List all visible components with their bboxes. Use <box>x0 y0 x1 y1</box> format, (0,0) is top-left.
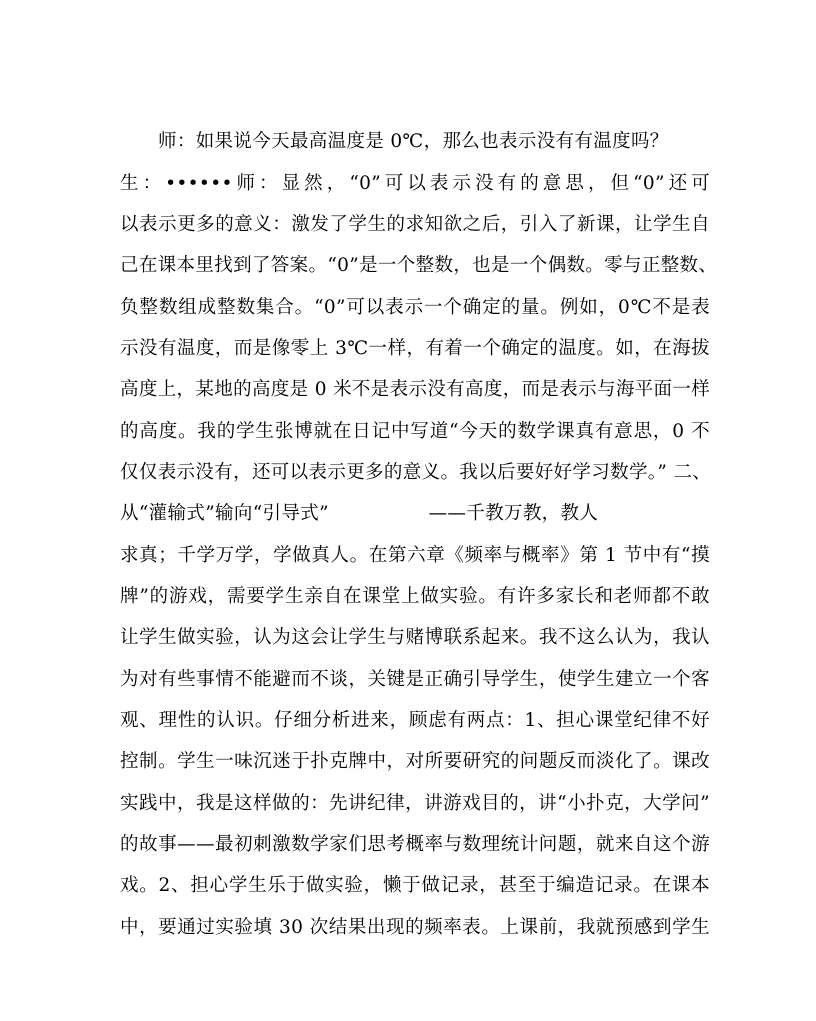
text-line-16: 控制。学生一味沉迷于扑克牌中，对所要研究的问题反而淡化了。课改 <box>120 751 710 772</box>
text-line-19: 戏。2、担心学生乐于做实验，懒于做记录，甚至于编造记录。在课本 <box>120 875 710 896</box>
text-line-5: 负整数组成整数集合。“0”可以表示一个确定的量。例如，0℃不是表 <box>120 297 710 318</box>
text-line-8: 的高度。我的学生张博就在日记中写道“今天的数学课真有意思，0 不 <box>120 421 710 442</box>
text-line-6: 示没有温度，而是像零上 3℃一样，有着一个确定的温度。如，在海拔 <box>120 338 710 359</box>
text-line-11: 求真；千学万学，学做真人。在第六章《频率与概率》第 1 节中有“摸 <box>120 545 710 566</box>
text-line-10: 从“灌输式”输向“引导式” ——千教万教，教人 <box>120 503 599 524</box>
text-line-2: 生：••••••师：显然，“0”可以表示没有的意思，但“0”还可 <box>120 173 710 194</box>
text-line-20: 中，要通过实验填 30 次结果出现的频率表。上课前，我就预感到学生 <box>120 917 710 938</box>
text-line-13: 让学生做实验，认为这会让学生与赌博联系起来。我不这么认为，我认 <box>120 627 710 648</box>
text-line-1: 师：如果说今天最高温度是 0℃，那么也表示没有有温度吗？ <box>158 131 669 152</box>
text-line-7: 高度上，某地的高度是 0 米不是表示没有高度，而是表示与海平面一样 <box>120 379 711 400</box>
text-line-9: 仅仅表示没有，还可以表示更多的意义。我以后要好好学习数学。” 二、 <box>120 462 712 483</box>
text-line-14: 为对有些事情不能避而不谈，关键是正确引导学生，使学生建立一个客 <box>120 669 710 690</box>
text-line-15: 观、理性的认识。仔细分析进来，顾虑有两点：1、担心课堂纪律不好 <box>120 710 710 731</box>
text-line-17: 实践中，我是这样做的：先讲纪律，讲游戏目的，讲“小扑克，大学问” <box>120 793 710 814</box>
text-line-3: 以表示更多的意义：激发了学生的求知欲之后，引入了新课，让学生自 <box>120 214 710 235</box>
text-line-4: 己在课本里找到了答案。“0”是一个整数，也是一个偶数。零与正整数、 <box>120 255 718 276</box>
text-line-12: 牌”的游戏，需要学生亲自在课堂上做实验。有许多家长和老师都不敢 <box>120 586 710 607</box>
text-line-18: 的故事——最初刺激数学家们思考概率与数理统计问题，就来自这个游 <box>120 834 710 855</box>
